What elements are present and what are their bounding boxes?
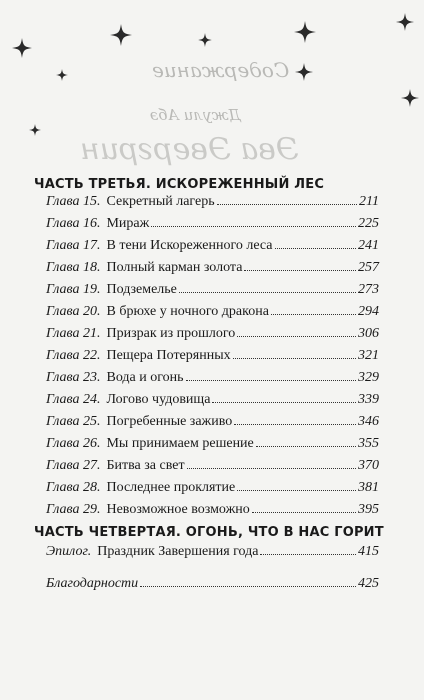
chapter-title: Невозможное возможно	[106, 502, 250, 517]
chapter-number: Глава 21.	[46, 326, 101, 341]
dot-leader	[212, 402, 356, 403]
page-number: 306	[358, 326, 379, 341]
show-through-series: Эва Эвергрин	[80, 132, 299, 167]
dot-leader	[217, 204, 357, 205]
dot-leader	[187, 468, 356, 469]
dot-leader	[260, 554, 356, 555]
star-icon	[29, 124, 41, 136]
star-icon	[396, 13, 414, 31]
dot-leader	[186, 380, 356, 381]
star-icon	[12, 38, 32, 58]
part-three-heading: ЧАСТЬ ТРЕТЬЯ. ИСКОРЕЖЕННЫЙ ЛЕС	[34, 177, 325, 192]
page-number: 415	[358, 544, 379, 559]
dot-leader	[256, 446, 356, 447]
toc-row[interactable]	[46, 458, 379, 480]
acknowledgements-title: Благодарности	[46, 576, 139, 591]
toc-row[interactable]	[46, 348, 379, 370]
toc-row[interactable]	[46, 194, 379, 216]
chapter-number: Глава 20.	[46, 304, 101, 319]
toc-row-acknowledgements[interactable]	[46, 576, 379, 598]
toc-row[interactable]	[46, 436, 379, 458]
chapter-number: Глава 17.	[46, 238, 101, 253]
page-number: 395	[358, 502, 379, 517]
chapter-number: Глава 28.	[46, 480, 101, 495]
dot-leader	[233, 358, 356, 359]
show-through-author: Джули Абэ	[150, 106, 241, 124]
toc-row[interactable]	[46, 370, 379, 392]
star-icon	[198, 33, 212, 47]
chapter-number: Глава 26.	[46, 436, 101, 451]
chapter-number: Глава 18.	[46, 260, 101, 275]
chapter-title: Логово чудовища	[106, 392, 211, 407]
epilogue-title: Праздник Завершения года	[97, 544, 259, 559]
dot-leader	[237, 336, 356, 337]
page-number: 241	[358, 238, 379, 253]
page-number: 321	[358, 348, 379, 363]
toc-row[interactable]	[46, 392, 379, 414]
toc-row[interactable]	[46, 282, 379, 304]
toc-row[interactable]	[46, 502, 379, 524]
star-icon	[295, 63, 313, 81]
part-three-toc	[46, 194, 379, 524]
star-icon	[294, 21, 316, 43]
page-number: 211	[359, 194, 379, 209]
dot-leader	[271, 314, 356, 315]
chapter-number: Глава 15.	[46, 194, 101, 209]
part-four-heading: ЧАСТЬ ЧЕТВЕРТАЯ. ОГОНЬ, ЧТО В НАС ГОРИТ	[34, 525, 384, 540]
toc-row[interactable]	[46, 304, 379, 326]
toc-row[interactable]	[46, 260, 379, 282]
toc-row[interactable]	[46, 238, 379, 260]
show-through-heading: Содержание	[152, 58, 290, 82]
dot-leader	[151, 226, 356, 227]
dot-leader	[252, 512, 356, 513]
chapter-title: В брюхе у ночного дракона	[106, 304, 269, 319]
chapter-title: Полный карман золота	[106, 260, 243, 275]
epilogue-label: Эпилог.	[46, 544, 92, 559]
page-number: 257	[358, 260, 379, 275]
chapter-title: Призрак из прошлого	[106, 326, 236, 341]
dot-leader	[275, 248, 357, 249]
page-number: 329	[358, 370, 379, 385]
toc-row[interactable]	[46, 216, 379, 238]
dot-leader	[234, 424, 356, 425]
chapter-title: Вода и огонь	[106, 370, 184, 385]
toc-row[interactable]	[46, 326, 379, 348]
star-icon	[56, 69, 68, 81]
chapter-number: Глава 25.	[46, 414, 101, 429]
chapter-title: Последнее проклятие	[106, 480, 236, 495]
page-number: 425	[358, 576, 379, 591]
page-number: 346	[358, 414, 379, 429]
toc-row[interactable]	[46, 414, 379, 436]
star-icon	[110, 24, 132, 46]
toc-row-epilogue[interactable]	[46, 544, 379, 566]
chapter-number: Глава 19.	[46, 282, 101, 297]
page-number: 370	[358, 458, 379, 473]
dot-leader	[179, 292, 356, 293]
chapter-title: Мираж	[106, 216, 150, 231]
chapter-title: Битва за свет	[106, 458, 185, 473]
chapter-title: Пещера Потерянных	[106, 348, 231, 363]
page-number: 225	[358, 216, 379, 231]
dot-leader	[237, 490, 356, 491]
chapter-title: Секретный лагерь	[106, 194, 215, 209]
chapter-title: Мы принимаем решение	[106, 436, 254, 451]
chapter-number: Глава 23.	[46, 370, 101, 385]
dot-leader	[244, 270, 356, 271]
chapter-title: Подземелье	[106, 282, 177, 297]
page-number: 355	[358, 436, 379, 451]
chapter-title: В тени Искореженного леса	[106, 238, 273, 253]
page-number: 273	[358, 282, 379, 297]
page-number: 294	[358, 304, 379, 319]
toc-row[interactable]	[46, 480, 379, 502]
star-icon	[401, 89, 419, 107]
chapter-title: Погребенные заживо	[106, 414, 233, 429]
chapter-number: Глава 24.	[46, 392, 101, 407]
chapter-number: Глава 16.	[46, 216, 101, 231]
page-number: 381	[358, 480, 379, 495]
dot-leader	[140, 586, 356, 587]
chapter-number: Глава 27.	[46, 458, 101, 473]
chapter-number: Глава 29.	[46, 502, 101, 517]
chapter-number: Глава 22.	[46, 348, 101, 363]
part-four-toc	[46, 544, 379, 598]
page-number: 339	[358, 392, 379, 407]
